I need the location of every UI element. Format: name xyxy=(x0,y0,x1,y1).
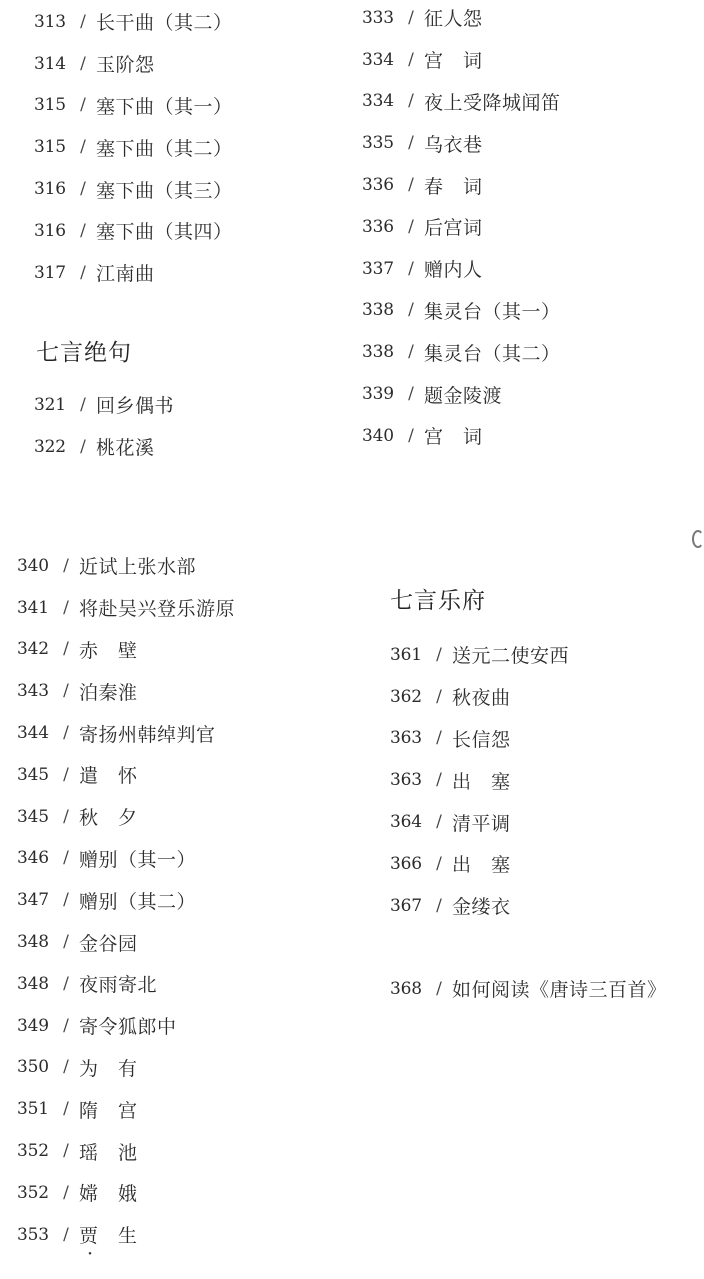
toc-separator: / xyxy=(408,425,414,446)
toc-entry xyxy=(390,718,569,760)
toc-separator: / xyxy=(80,11,86,32)
toc-page-number: 338 xyxy=(362,342,394,363)
toc-title: 泊秦淮 xyxy=(79,681,138,704)
toc-page-number: 342 xyxy=(17,639,49,660)
toc-separator: / xyxy=(63,1057,69,1078)
toc-page-number: 353 xyxy=(17,1224,49,1245)
toc-title: 塞下曲（其一） xyxy=(96,95,233,118)
toc-title: 寄令狐郎中 xyxy=(79,1016,177,1039)
toc-page-number: 340 xyxy=(17,555,49,576)
toc-separator: / xyxy=(63,890,69,911)
toc-entry xyxy=(17,921,235,963)
toc-separator: / xyxy=(408,7,414,28)
toc-page-number: 368 xyxy=(390,978,422,999)
toc-entry xyxy=(34,426,174,468)
toc-separator: / xyxy=(80,436,86,457)
toc-entry xyxy=(17,1130,235,1172)
toc-title: 隋 宫 xyxy=(79,1099,138,1122)
toc-title: 长信怨 xyxy=(452,728,511,751)
toc-entry xyxy=(390,676,569,718)
toc-separator: / xyxy=(408,342,414,363)
toc-entry xyxy=(362,290,561,332)
toc-page-number: 314 xyxy=(34,53,66,74)
toc-entry xyxy=(34,126,233,168)
page-edge-mark xyxy=(692,530,704,548)
toc-entry xyxy=(34,252,233,294)
toc-page-number: 348 xyxy=(17,932,49,953)
toc-separator: / xyxy=(80,137,86,158)
toc-page-number: 366 xyxy=(390,853,422,874)
toc-entry xyxy=(362,206,561,248)
toc-entry xyxy=(390,968,667,1010)
toc-separator: / xyxy=(408,49,414,70)
toc-page-number: 361 xyxy=(390,644,422,665)
toc-separator: / xyxy=(63,597,69,618)
toc-title: 宫 词 xyxy=(424,426,483,449)
toc-title: 乌衣巷 xyxy=(424,133,483,156)
section-heading-qiyan-yuefu: 七言乐府 xyxy=(390,588,486,614)
toc-title: 秋夜曲 xyxy=(452,687,511,710)
toc-page-number: 343 xyxy=(17,681,49,702)
toc-page-number: 338 xyxy=(362,300,394,321)
toc-separator: / xyxy=(436,728,442,749)
toc-title: 清平调 xyxy=(452,812,511,835)
toc-page-number: 321 xyxy=(34,394,66,415)
toc-title: 宫 词 xyxy=(424,50,483,73)
toc-page-number: 350 xyxy=(17,1057,49,1078)
toc-title: 出 塞 xyxy=(452,770,511,793)
toc-entry xyxy=(362,331,561,373)
toc-separator: / xyxy=(63,723,69,744)
toc-title: 春 词 xyxy=(424,175,483,198)
toc-separator: / xyxy=(408,384,414,405)
toc-entry xyxy=(17,712,235,754)
toc-entry xyxy=(362,81,561,123)
toc-separator: / xyxy=(80,95,86,116)
toc-title: 回乡偶书 xyxy=(96,395,175,418)
toc-page-number: 337 xyxy=(362,258,394,279)
toc-title: 夜上受降城闻笛 xyxy=(424,91,561,114)
toc-entry xyxy=(390,759,569,801)
toc-title: 赤 壁 xyxy=(79,639,138,662)
toc-separator: / xyxy=(63,764,69,785)
toc-separator: / xyxy=(80,394,86,415)
toc-separator: / xyxy=(80,53,86,74)
toc-afterword xyxy=(390,968,667,1010)
toc-title: 江南曲 xyxy=(96,263,155,286)
toc-separator: / xyxy=(408,300,414,321)
toc-separator: / xyxy=(436,812,442,833)
toc-entry xyxy=(17,1172,235,1214)
toc-separator: / xyxy=(408,91,414,112)
toc-entry xyxy=(17,754,235,796)
toc-column-a2 xyxy=(34,384,174,468)
toc-separator: / xyxy=(63,806,69,827)
toc-title: 为 有 xyxy=(79,1057,138,1080)
toc-title: 玉阶怨 xyxy=(96,54,155,77)
toc-entry xyxy=(17,796,235,838)
toc-page-number: 345 xyxy=(17,764,49,785)
toc-entry xyxy=(34,210,233,252)
toc-entry xyxy=(34,43,233,85)
toc-page-number: 363 xyxy=(390,770,422,791)
toc-page-number: 352 xyxy=(17,1182,49,1203)
toc-page-number: 345 xyxy=(17,806,49,827)
toc-title: 如何阅读《唐诗三百首》 xyxy=(452,979,667,1002)
toc-title: 集灵台（其一） xyxy=(424,300,561,323)
toc-entry xyxy=(17,963,235,1005)
toc-title: 秋 夕 xyxy=(79,807,138,830)
toc-title: 金谷园 xyxy=(79,932,138,955)
toc-separator: / xyxy=(80,220,86,241)
toc-separator: / xyxy=(63,1015,69,1036)
toc-title: 赠别（其二） xyxy=(79,890,197,913)
toc-page-number: 313 xyxy=(34,11,66,32)
toc-page-number: 316 xyxy=(34,179,66,200)
toc-separator: / xyxy=(63,932,69,953)
toc-separator: / xyxy=(436,770,442,791)
toc-entry xyxy=(34,1,233,43)
toc-page-number: 364 xyxy=(390,812,422,833)
toc-separator: / xyxy=(63,1141,69,1162)
toc-title: 将赴吴兴登乐游原 xyxy=(79,598,236,621)
toc-title: 赠内人 xyxy=(424,259,483,282)
toc-title: 长干曲（其二） xyxy=(96,12,233,35)
toc-title: 贾 生 xyxy=(79,1225,138,1248)
toc-page-number: 340 xyxy=(362,425,394,446)
toc-separator: / xyxy=(63,555,69,576)
toc-page-number: 367 xyxy=(390,895,422,916)
toc-title: 夜雨寄北 xyxy=(79,974,158,997)
toc-page-number: 363 xyxy=(390,728,422,749)
toc-separator: / xyxy=(436,978,442,999)
toc-page-number: 348 xyxy=(17,973,49,994)
toc-entry xyxy=(390,634,569,676)
toc-title: 金缕衣 xyxy=(452,896,511,919)
cut-off-row: · xyxy=(87,1243,94,1265)
toc-entry xyxy=(362,39,561,81)
toc-separator: / xyxy=(80,262,86,283)
toc-separator: / xyxy=(63,848,69,869)
toc-entry xyxy=(362,0,561,39)
toc-page-number: 346 xyxy=(17,848,49,869)
toc-entry xyxy=(362,373,561,415)
toc-title: 寄扬州韩绰判官 xyxy=(79,723,216,746)
toc-page-number: 349 xyxy=(17,1015,49,1036)
toc-entry xyxy=(17,670,235,712)
section-heading-qiyan-jueju: 七言绝句 xyxy=(36,340,132,366)
toc-entry xyxy=(34,384,174,426)
toc-page-number: 317 xyxy=(34,262,66,283)
toc-title: 集灵台（其二） xyxy=(424,342,561,365)
toc-separator: / xyxy=(436,686,442,707)
toc-separator: / xyxy=(436,853,442,874)
toc-separator: / xyxy=(408,175,414,196)
toc-title: 瑶 池 xyxy=(79,1141,138,1164)
toc-entry xyxy=(17,545,235,587)
toc-entry xyxy=(390,885,569,927)
toc-page-number: 352 xyxy=(17,1141,49,1162)
toc-page-number: 351 xyxy=(17,1099,49,1120)
toc-separator: / xyxy=(63,1099,69,1120)
toc-page-number: 315 xyxy=(34,95,66,116)
toc-title: 遣 怀 xyxy=(79,765,138,788)
toc-page-number: 341 xyxy=(17,597,49,618)
toc-entry xyxy=(362,415,561,457)
toc-page-number: 362 xyxy=(390,686,422,707)
toc-entry xyxy=(362,164,561,206)
toc-entry xyxy=(34,168,233,210)
toc-title: 送元二使安西 xyxy=(452,645,570,668)
toc-entry xyxy=(17,587,235,629)
toc-page-number: 335 xyxy=(362,133,394,154)
toc-entry xyxy=(17,1047,235,1089)
toc-separator: / xyxy=(408,258,414,279)
toc-page-number: 336 xyxy=(362,216,394,237)
toc-page-number: 334 xyxy=(362,91,394,112)
toc-entry xyxy=(34,85,233,127)
toc-title: 题金陵渡 xyxy=(424,384,503,407)
toc-entry xyxy=(17,1005,235,1047)
toc-entry xyxy=(390,801,569,843)
toc-separator: / xyxy=(63,681,69,702)
toc-title: 塞下曲（其三） xyxy=(96,179,233,202)
toc-title: 嫦 娥 xyxy=(79,1183,138,1206)
toc-title: 后宫词 xyxy=(424,217,483,240)
toc-page-number: 315 xyxy=(34,137,66,158)
toc-title: 塞下曲（其四） xyxy=(96,221,233,244)
toc-title: 塞下曲（其二） xyxy=(96,137,233,160)
toc-entry xyxy=(362,122,561,164)
toc-separator: / xyxy=(63,1224,69,1245)
toc-page-number: 347 xyxy=(17,890,49,911)
toc-page-number: 336 xyxy=(362,175,394,196)
toc-page-number: 344 xyxy=(17,723,49,744)
toc-title: 近试上张水部 xyxy=(79,556,197,579)
toc-entry xyxy=(390,843,569,885)
toc-separator: / xyxy=(63,973,69,994)
toc-page-number: 316 xyxy=(34,220,66,241)
toc-page-number: 322 xyxy=(34,436,66,457)
toc-title: 赠别（其一） xyxy=(79,848,197,871)
toc-column-b xyxy=(362,0,561,457)
toc-column-a xyxy=(34,1,233,294)
toc-entry xyxy=(17,1088,235,1130)
toc-separator: / xyxy=(80,179,86,200)
toc-page-number: 333 xyxy=(362,7,394,28)
toc-separator: / xyxy=(408,216,414,237)
toc-separator: / xyxy=(408,133,414,154)
toc-separator: / xyxy=(436,895,442,916)
toc-page-number: 334 xyxy=(362,49,394,70)
toc-entry xyxy=(17,1214,235,1256)
toc-entry xyxy=(17,838,235,880)
toc-separator: / xyxy=(436,644,442,665)
toc-entry xyxy=(17,879,235,921)
toc-title: 出 塞 xyxy=(452,854,511,877)
toc-column-c xyxy=(17,545,235,1256)
toc-column-d xyxy=(390,634,569,927)
toc-separator: / xyxy=(63,639,69,660)
toc-entry xyxy=(17,629,235,671)
toc-entry xyxy=(362,248,561,290)
toc-title: 征人怨 xyxy=(424,8,483,31)
toc-page-number: 339 xyxy=(362,384,394,405)
toc-separator: / xyxy=(63,1182,69,1203)
toc-title: 桃花溪 xyxy=(96,437,155,460)
